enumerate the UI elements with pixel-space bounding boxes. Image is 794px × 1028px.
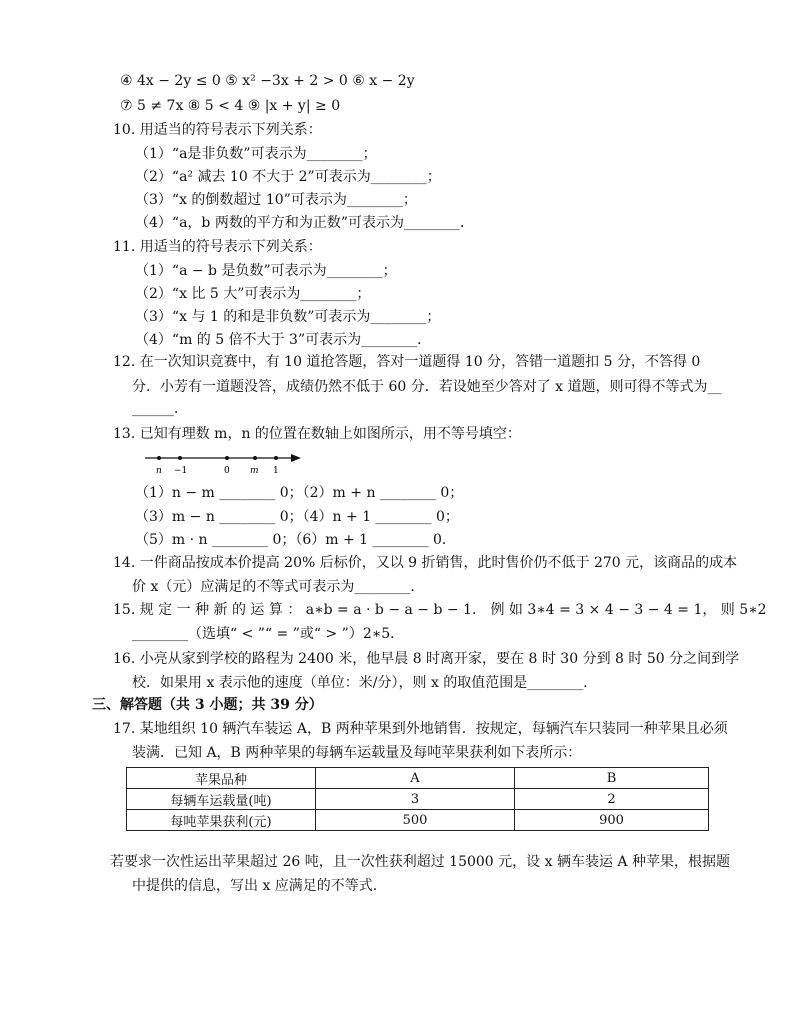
label-one: 1: [273, 466, 279, 476]
table-header-cell: B: [515, 768, 709, 789]
question-11-part-4: （4）“m 的 5 倍不大于 3”可表示为________．: [135, 332, 432, 348]
point-n: [157, 456, 161, 460]
question-12-line-1: 12. 在一次知识竞赛中，有 10 道抢答题，答对一道题得 10 分，答错一道题扣 5 分，不答得 0: [113, 354, 701, 370]
number-line-arrow: [291, 454, 301, 462]
question-17-line-2: 装满．已知 A，B 两种苹果的每辆车运载量及每吨苹果获利如下表所示：: [132, 745, 582, 761]
table-row: [127, 789, 709, 810]
question-11-part-1: （1）“a − b 是负数”可表示为________；: [135, 263, 397, 279]
number-line: [135, 449, 310, 477]
question-13-row-1: （1）n − m ________ 0；（2）m + n ________ 0；: [135, 485, 464, 501]
table-cell: 每辆车运载量(吨): [127, 789, 316, 810]
table-row: [127, 810, 709, 831]
question-10-part-3: （3）“x 的倒数超过 10”可表示为________；: [135, 192, 417, 208]
question-14-line-2: 价 x（元）应满足的不等式可表示为________．: [132, 579, 425, 595]
question-14-line-1: 14. 一件商品按成本价提高 20% 后标价，又以 9 折销售，此时售价仍不低于 270 元，该商品的成本: [113, 555, 738, 571]
inequality-list-line-1: ④ 4x − 2y ≤ 0 ⑤ x² −3x + 2 > 0 ⑥ x − 2y: [120, 73, 415, 89]
section-3-heading: 三、解答题（共 3 小题；共 39 分）: [92, 697, 323, 713]
question-10-stem: 10. 用适当的符号表示下列关系：: [113, 122, 322, 138]
table-cell: 900: [515, 810, 709, 831]
question-17-line-4: 中提供的信息，写出 x 应满足的不等式．: [132, 878, 387, 894]
question-17-line-1: 17. 某地组织 10 辆汽车装运 A，B 两种苹果到外地销售．按规定，每辆汽车只装同一种苹果且必须: [113, 721, 728, 737]
question-17-line-3: 若要求一次性运出苹果超过 26 吨，且一次性获利超过 15000 元，设 x 辆车装运 A 种苹果，根据题: [110, 854, 730, 870]
table-cell: 3: [316, 789, 515, 810]
question-16-line-1: 16. 小亮从家到学校的路程为 2400 米，他早晨 8 时离开家，要在 8 时 30 分到 8 时 50 分之间到学: [113, 651, 740, 667]
label-m: m: [250, 466, 259, 476]
table-cell: 2: [515, 789, 709, 810]
table-header-cell: A: [316, 768, 515, 789]
question-10-part-1: （1）“a是非负数”可表示为________；: [135, 146, 377, 162]
apple-table: [126, 767, 709, 831]
question-15-line-2: ________（选填“ < ”“ = ”或“ > ”）2∗5．: [132, 626, 405, 642]
table-header-row: [127, 768, 709, 789]
question-13-row-2: （3）m − n ________ 0；（4）n + 1 ________ 0；: [135, 509, 459, 525]
table-header-cell: 苹果品种: [127, 768, 316, 789]
inequality-list-line-2: ⑦ 5 ≠ 7x ⑧ 5 < 4 ⑨ |x + y| ≥ 0: [120, 98, 341, 114]
question-10-part-4: （4）“a，b 两数的平方和为正数”可表示为________．: [135, 215, 474, 231]
point-minus-one: [178, 456, 182, 460]
question-10-part-2: （2）“a² 减去 10 不大于 2”可表示为________；: [135, 169, 441, 185]
label-minus-one: −1: [174, 466, 188, 476]
label-n: n: [156, 466, 162, 476]
question-12-line-3: ______．: [132, 401, 188, 417]
question-16-line-2: 校．如果用 x 表示他的速度（单位：米/分），则 x 的取值范围是________．: [132, 675, 598, 691]
table-cell: 500: [316, 810, 515, 831]
question-13-row-3: （5）m · n ________ 0；（6）m + 1 ________ 0．: [135, 532, 456, 548]
question-15-line-1: 15. 规 定 一 种 新 的 运 算 ： a∗b = a · b − a − b − 1． 例 如 3∗4 = 3 × 4 − 3 − 4 = 1， 则 5∗2: [113, 602, 767, 618]
question-11-part-3: （3）“x 与 1 的和是非负数”可表示为________；: [135, 309, 441, 325]
table-cell: 每吨苹果获利(元): [127, 810, 316, 831]
question-11-part-2: （2）“x 比 5 大”可表示为________；: [135, 286, 371, 302]
question-11-stem: 11. 用适当的符号表示下列关系：: [113, 239, 322, 255]
point-one: [274, 456, 278, 460]
point-zero: [225, 456, 229, 460]
label-zero: 0: [224, 466, 230, 476]
question-12-line-2: 分．小芳有一道题没答，成绩仍然不低于 60 分．若设她至少答对了 x 道题，则可得不等式为__: [132, 379, 722, 395]
question-13-stem: 13. 已知有理数 m，n 的位置在数轴上如图所示，用不等号填空：: [113, 426, 521, 442]
point-m: [253, 456, 257, 460]
